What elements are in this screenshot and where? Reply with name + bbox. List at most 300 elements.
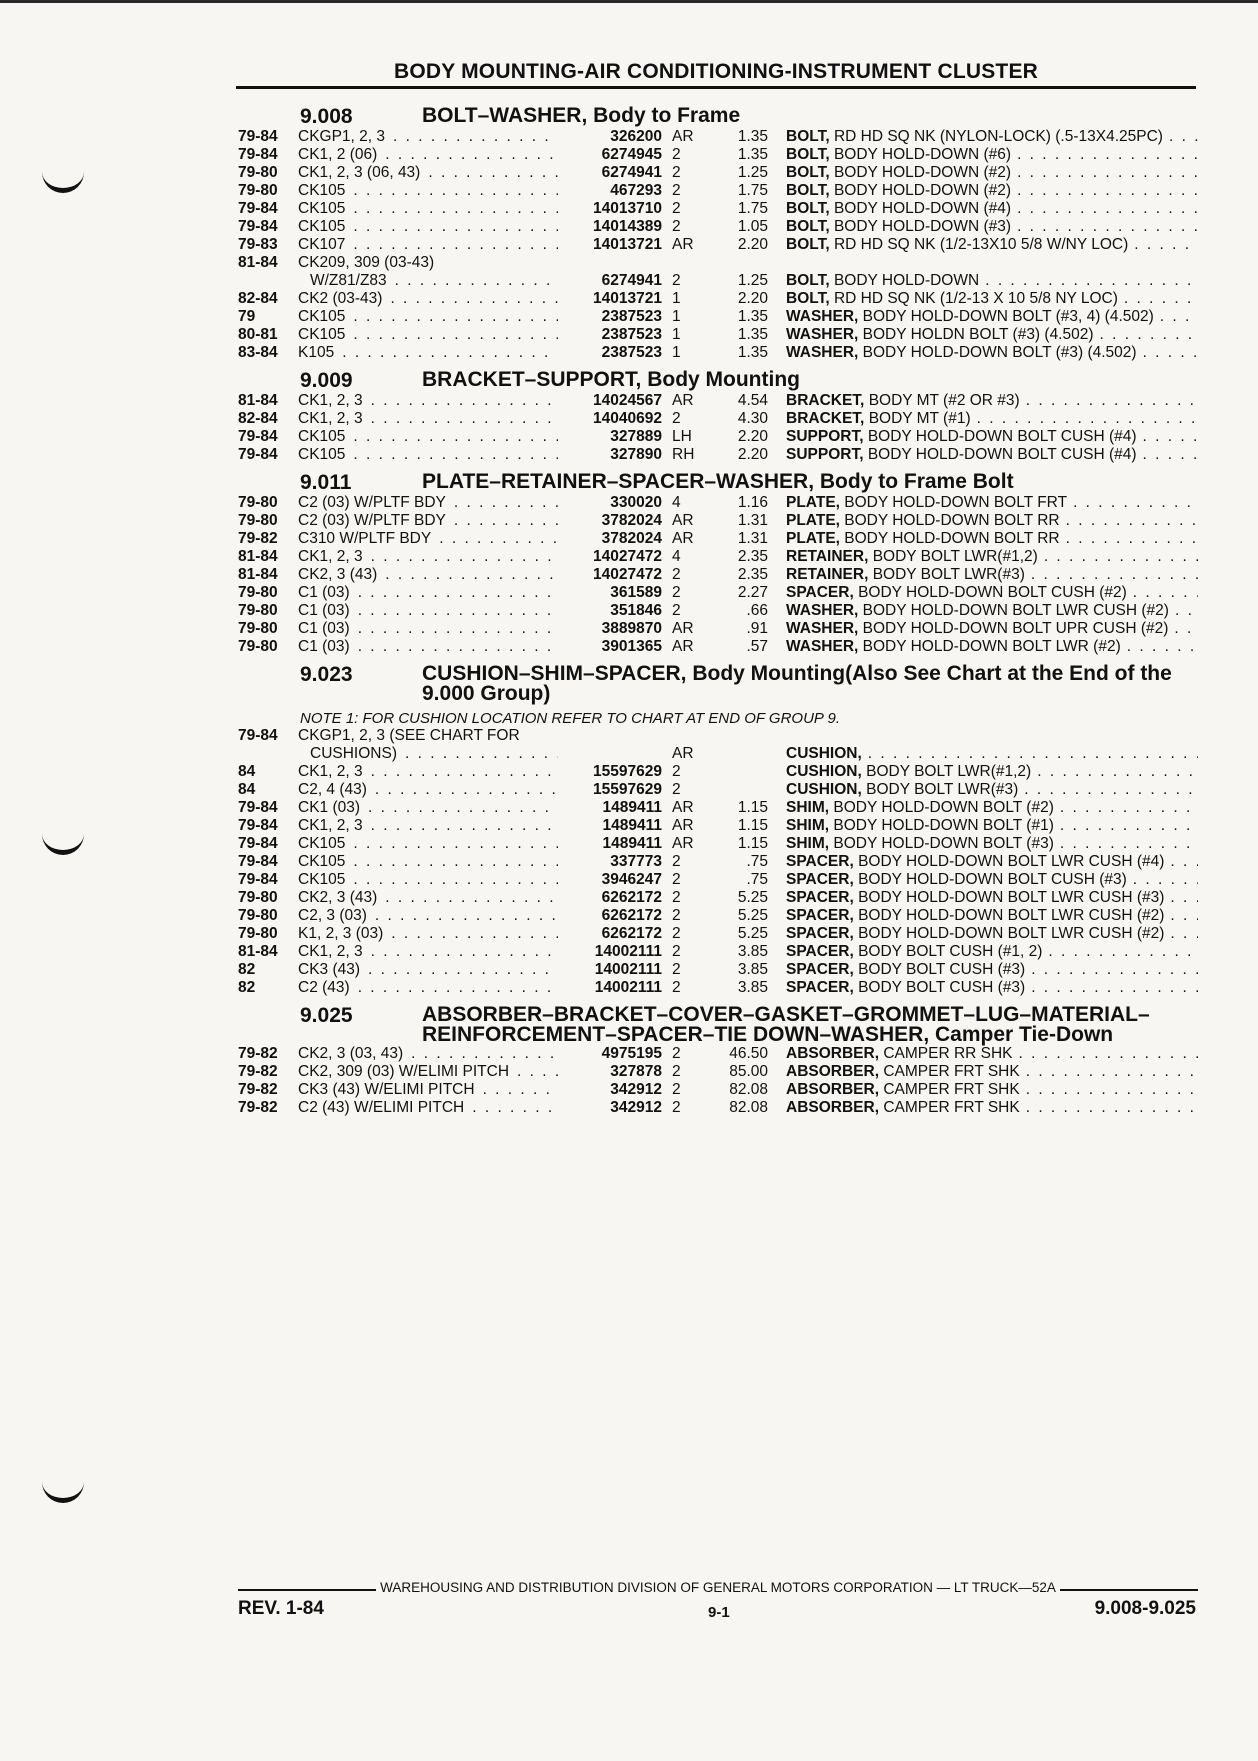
dot-leader [1060,835,1198,853]
part-row [238,308,1198,326]
part-noun: BOLT, [786,236,830,253]
quantity: 1 [672,326,681,343]
description-cell [768,1063,1198,1081]
model-years: 79-80 [238,889,278,906]
part-row [238,1081,1198,1099]
dot-leader [371,410,558,428]
list-price: 1.75 [737,200,768,217]
part-noun: SPACER, [786,925,854,942]
part-description [786,871,1127,889]
model-years: 79-84 [238,128,278,145]
part-noun: BRACKET, [786,392,865,409]
dot-leader [353,200,558,218]
description-cell [768,410,1198,428]
part-row [238,392,1198,410]
model-cell [298,494,564,512]
model-cell [298,164,564,182]
model-cell [298,979,564,997]
model-years: 79-84 [238,146,278,163]
page-header: BODY MOUNTING-AIR CONDITIONING-INSTRUMENT CLUSTER [393,60,1039,83]
part-noun: PLATE, [786,494,840,511]
dot-leader [1060,799,1198,817]
quantity: 1 [672,344,681,361]
revision-label: REV. 1-84 [238,1598,324,1619]
model-years: 80-81 [238,326,278,343]
part-description [786,745,862,763]
part-number: 15597629 [593,763,662,780]
parts-catalog [238,98,1198,1117]
description-cell [768,943,1198,961]
list-price: 1.15 [737,835,768,852]
part-description [786,164,1011,182]
part-number: 3782024 [601,530,662,547]
part-row [238,638,1198,656]
part-row [238,763,1198,781]
quantity: 2 [672,272,681,289]
part-description [786,584,1127,602]
section-heading [238,1005,1198,1045]
part-noun: SPACER, [786,853,854,870]
model-code: C2 (43) [298,979,350,996]
list-price: 1.05 [737,218,768,235]
dot-leader [353,236,558,254]
part-details: BODY HOLD-DOWN BOLT LWR (#2) [862,638,1121,655]
dot-leader [1017,182,1198,200]
section-heading [238,106,1198,128]
list-price: 2.20 [737,290,768,307]
list-price: 1.35 [737,308,768,325]
description-cell [768,853,1198,871]
model-code: CK105 [298,308,346,325]
dot-leader [1133,871,1198,889]
list-price: 2.35 [737,566,768,583]
dot-leader [353,308,558,326]
model-code: C1 (03) [298,638,350,655]
part-row [238,218,1198,236]
model-code: CK1, 2, 3 (06, 43) [298,164,421,181]
list-price: .91 [746,620,768,637]
dot-leader [472,1099,558,1117]
part-details: BODY HOLD-DOWN BOLT FRT [844,494,1068,511]
list-price: 5.25 [737,925,768,942]
quantity: 2 [672,1045,681,1062]
model-cell [298,853,564,871]
quantity: AR [672,799,694,816]
model-years: 79-84 [238,428,278,445]
part-noun: BOLT, [786,128,830,145]
list-price: 3.85 [737,979,768,996]
list-price: 2.20 [737,236,768,253]
part-noun: PLATE, [786,512,840,529]
model-cell [298,835,564,853]
quantity: 2 [672,218,681,235]
part-details: BODY BOLT LWR(#3) [872,566,1025,583]
description-cell [768,494,1198,512]
part-number: 6262172 [601,889,662,906]
part-number: 2387523 [601,326,662,343]
parts-list [238,128,1198,362]
model-cell [298,781,564,799]
description-cell [768,925,1198,943]
part-number: 14024567 [593,392,662,409]
model-cell [298,308,564,326]
part-number: 6262172 [601,925,662,942]
part-details: BODY HOLD-DOWN BOLT CUSH (#4) [867,428,1137,445]
dot-leader [368,961,558,979]
part-details: BODY HOLD-DOWN BOLT UPR CUSH (#2) [862,620,1169,637]
list-price: 2.27 [737,584,768,601]
part-description [786,290,1118,308]
model-cell [298,871,564,889]
part-noun: SHIM, [786,835,830,852]
model-code: CK209, 309 (03-43) [298,254,435,271]
part-row [238,530,1198,548]
part-details: BODY HOLD-DOWN BOLT LWR CUSH (#4) [858,853,1165,870]
part-row [238,494,1198,512]
part-noun: CUSHION, [786,745,862,762]
part-noun: BRACKET, [786,410,865,427]
description-cell [768,446,1198,464]
model-years: 79-83 [238,236,278,253]
description-cell [768,1099,1198,1117]
description-cell [768,308,1198,326]
dot-leader [1134,236,1198,254]
model-cell [298,428,564,446]
model-cell [298,290,564,308]
part-number: 337773 [610,853,662,870]
model-years: 81-84 [238,943,278,960]
part-number: 14027472 [593,548,662,565]
part-number: 6274941 [601,272,662,289]
part-row [238,620,1198,638]
description-cell [768,566,1198,584]
part-number: 14027472 [593,566,662,583]
part-noun: SPACER, [786,907,854,924]
quantity: 2 [672,781,681,798]
model-years: 79-84 [238,200,278,217]
part-details: BODY HOLD-DOWN BOLT CUSH (#2) [858,584,1127,601]
footer-rule-right [1060,1581,1198,1591]
part-row [238,817,1198,835]
model-cell [298,602,564,620]
dot-leader [1170,907,1198,925]
part-row [238,1063,1198,1081]
dot-leader [353,182,558,200]
dot-leader [1017,164,1198,182]
dot-leader [428,164,558,182]
model-code: CK105 [298,835,346,852]
part-number: 1489411 [602,835,662,852]
part-noun: ABSORBER, [786,1063,880,1080]
model-code: CK1, 2, 3 [298,763,363,780]
part-number: 14002111 [594,979,662,996]
part-description [786,308,1154,326]
description-cell [768,146,1198,164]
part-noun: WASHER, [786,326,859,343]
part-noun: CUSHION, [786,781,862,798]
part-details: RD HD SQ NK (1/2-13 X 10 5/8 NY LOC) [833,290,1118,307]
description-cell [768,200,1198,218]
part-details: BODY HOLD-DOWN BOLT (#1) [833,817,1054,834]
model-cell [298,530,564,548]
model-code: CK105 [298,200,346,217]
model-cell [298,817,564,835]
part-noun: SPACER, [786,979,854,996]
model-cell [298,620,564,638]
quantity: 2 [672,943,681,960]
part-description [786,128,1163,146]
section-title: BOLT–WASHER, Body to Frame [422,104,741,127]
part-row [238,799,1198,817]
dot-leader [353,871,558,889]
part-row [238,1045,1198,1063]
list-price: 3.85 [737,961,768,978]
part-number: 327890 [610,446,662,463]
dot-leader [395,272,558,290]
model-cell [298,943,564,961]
list-price: 1.31 [737,512,768,529]
part-row [238,602,1198,620]
dot-leader [1066,512,1198,530]
quantity: AR [672,512,694,529]
part-row [238,428,1198,446]
dot-leader [342,344,558,362]
model-code: C1 (03) [298,620,350,637]
part-row [238,745,1198,763]
quantity: AR [672,620,694,637]
part-description [786,326,1094,344]
list-price: 2.20 [737,446,768,463]
part-details: CAMPER FRT SHK [883,1081,1020,1098]
part-description [786,799,1054,817]
model-code: CK2, 3 (43) [298,889,378,906]
section-range: 9.008-9.025 [1094,1598,1196,1619]
dot-leader [1170,925,1198,943]
description-cell [768,620,1198,638]
model-cell [298,548,564,566]
model-cell [298,727,564,745]
model-cell [298,182,564,200]
model-code: C2 (03) W/PLTF BDY [298,494,446,511]
part-details: BODY MT (#1) [868,410,971,427]
quantity: 2 [672,410,681,427]
model-code: CK1 (03) [298,799,361,816]
part-row [238,164,1198,182]
dot-leader [1160,308,1198,326]
model-years: 79-82 [238,1099,278,1116]
model-code: C2 (43) W/ELIMI PITCH [298,1099,465,1116]
dot-leader [483,1081,558,1099]
part-row [238,548,1198,566]
part-description [786,182,1011,200]
model-cell [298,1081,564,1099]
dot-leader [985,272,1198,290]
quantity: AR [672,128,694,145]
list-price: 1.25 [737,272,768,289]
dot-leader [353,326,558,344]
quantity: 1 [672,290,681,307]
description-cell [768,1081,1198,1099]
model-code: C2, 3 (03) [298,907,367,924]
model-years: 79-80 [238,584,278,601]
footer-publisher: WAREHOUSING AND DISTRIBUTION DIVISION OF GENERAL MOTORS CORPORATION — LT TRUCK—52A [380,1580,1056,1595]
model-cell [298,566,564,584]
dot-leader [1124,290,1198,308]
model-cell [298,128,564,146]
list-price: .75 [746,871,768,888]
dot-leader [1170,889,1198,907]
quantity: 4 [672,548,681,565]
description-cell [768,907,1198,925]
description-cell [768,182,1198,200]
part-noun: SPACER, [786,584,854,601]
part-number: 3901365 [601,638,662,655]
model-code: CK1, 2, 3 [298,548,363,565]
part-details: BODY HOLD-DOWN (#4) [833,200,1012,217]
part-description [786,494,1067,512]
model-code: K1, 2, 3 (03) [298,925,384,942]
dot-leader [358,602,558,620]
part-row [238,200,1198,218]
part-details: CAMPER FRT SHK [883,1099,1020,1116]
part-row [238,853,1198,871]
part-noun: BOLT, [786,164,830,181]
part-details: BODY HOLD-DOWN [833,272,980,289]
quantity: AR [672,638,694,655]
part-number: 326200 [610,128,662,145]
part-description [786,979,1025,997]
part-description [786,392,1020,410]
quantity: 2 [672,200,681,217]
description-cell [768,979,1198,997]
quantity: RH [672,446,695,463]
model-code: CK2, 3 (03, 43) [298,1045,404,1062]
dot-leader [1017,218,1198,236]
model-cell [298,745,564,763]
part-noun: SHIM, [786,799,830,816]
list-price: 4.54 [737,392,768,409]
dot-leader [391,925,558,943]
dot-leader [1174,620,1198,638]
part-number: 3782024 [601,512,662,529]
part-number: 327878 [610,1063,662,1080]
quantity: 2 [672,146,681,163]
dot-leader [868,745,1198,763]
dot-leader [353,428,558,446]
model-years: 79-80 [238,620,278,637]
part-row [238,871,1198,889]
model-cell [298,1045,564,1063]
part-details: BODY HOLD-DOWN BOLT (#2) [833,799,1054,816]
model-cell [298,889,564,907]
part-details: BODY HOLD-DOWN BOLT LWR CUSH (#2) [862,602,1169,619]
list-price: 1.35 [737,146,768,163]
list-price: 2.20 [737,428,768,445]
model-code: CK3 (43) W/ELIMI PITCH [298,1081,475,1098]
list-price: .75 [746,853,768,870]
dot-leader [1019,1045,1198,1063]
part-row [238,727,1198,745]
dot-leader [375,907,558,925]
model-cell [298,344,564,362]
model-code: CK2, 309 (03) W/ELIMI PITCH [298,1063,510,1080]
model-years: 79-82 [238,1045,278,1062]
part-details: BODY HOLDN BOLT (#3) (4.502) [862,326,1094,343]
list-price: .57 [746,638,768,655]
quantity: 2 [672,871,681,888]
part-description [786,272,979,290]
list-price: 1.35 [737,344,768,361]
part-details: CAMPER RR SHK [883,1045,1013,1062]
part-number: 2387523 [601,308,662,325]
part-noun: WASHER, [786,344,859,361]
part-number: 6274945 [601,146,662,163]
model-code: C2 (03) W/PLTF BDY [298,512,446,529]
part-description [786,530,1060,548]
dot-leader [358,638,558,656]
list-price: 3.85 [737,943,768,960]
dot-leader [1127,638,1198,656]
model-code: CK2, 3 (43) [298,566,378,583]
quantity: 2 [672,1099,681,1116]
part-row [238,979,1198,997]
model-cell [298,638,564,656]
part-details: BODY HOLD-DOWN BOLT CUSH (#3) [858,871,1127,888]
description-cell [768,236,1198,254]
part-noun: CUSHION, [786,763,862,780]
model-years: 79 [238,308,256,325]
model-years: 81-84 [238,548,278,565]
model-code: CK1, 2, 3 [298,817,363,834]
model-cell [298,1063,564,1081]
part-number: 14002111 [594,943,662,960]
part-noun: WASHER, [786,638,859,655]
part-description [786,236,1128,254]
part-description [786,943,1042,961]
part-noun: BOLT, [786,146,830,163]
quantity: 2 [672,961,681,978]
model-code: CK105 [298,853,346,870]
part-details: BODY HOLD-DOWN BOLT RR [844,530,1060,547]
part-details: BODY HOLD-DOWN (#2) [833,182,1012,199]
description-cell [768,781,1198,799]
model-cell [298,218,564,236]
part-number: 14040692 [593,410,662,427]
model-years: 79-80 [238,925,278,942]
section-title: CUSHION–SHIM–SPACER, Body Mounting(Also See Chart at the End of the 9.000 Group) [422,662,1172,705]
description-cell [768,817,1198,835]
model-code: CK1, 2 (06) [298,146,378,163]
dot-leader [405,745,558,763]
model-code: C310 W/PLTF BDY [298,530,432,547]
model-years: 79-82 [238,1081,278,1098]
model-years: 84 [238,781,256,798]
description-cell [768,218,1198,236]
quantity: LH [672,428,692,445]
dot-leader [390,290,558,308]
dot-leader [1044,548,1198,566]
dot-leader [371,763,558,781]
quantity: 2 [672,1063,681,1080]
list-price: 5.25 [737,907,768,924]
model-cell [298,799,564,817]
quantity: 2 [672,763,681,780]
part-row [238,889,1198,907]
part-details: BODY BOLT LWR(#3) [866,781,1019,798]
part-details: BODY HOLD-DOWN BOLT LWR CUSH (#3) [858,889,1165,906]
part-row [238,290,1198,308]
description-cell [768,745,1198,763]
